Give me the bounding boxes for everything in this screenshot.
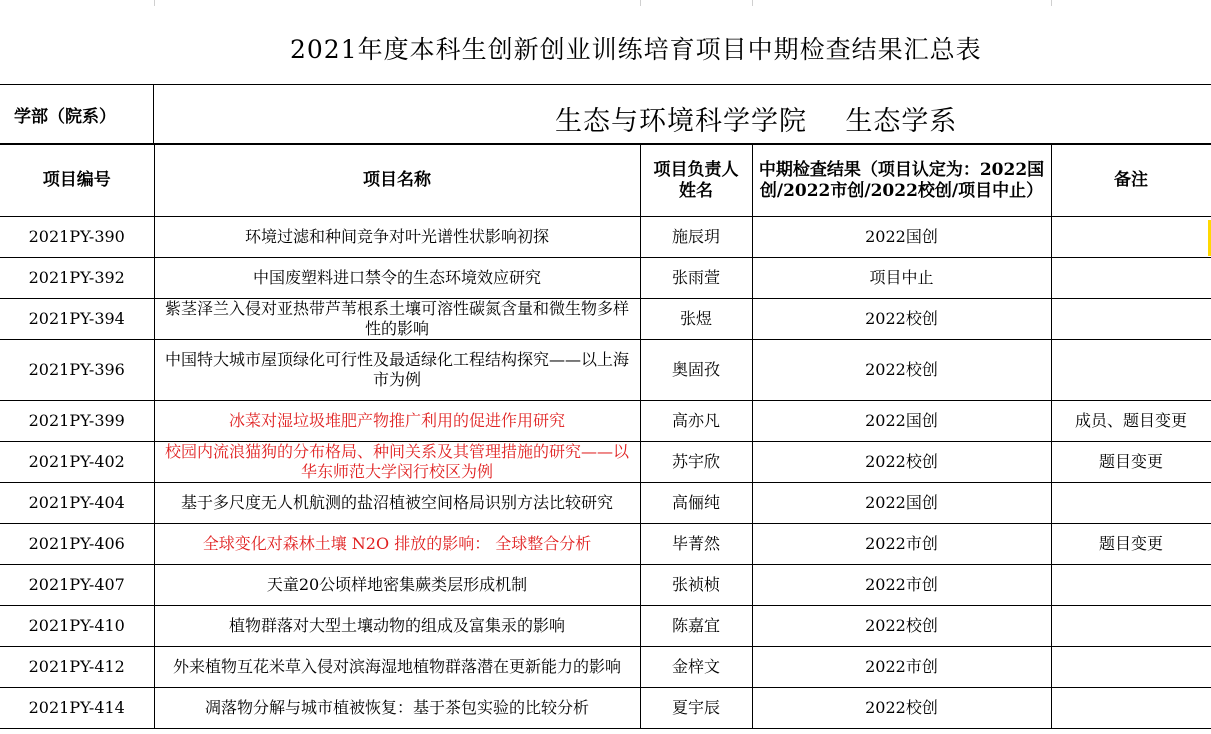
cell-leader[interactable]: 施辰玥 bbox=[640, 217, 752, 258]
cell-note[interactable] bbox=[1051, 647, 1211, 688]
cell-leader[interactable]: 张雨萱 bbox=[640, 258, 752, 299]
cell-project-name[interactable]: 植物群落对大型土壤动物的组成及富集汞的影响 bbox=[154, 606, 640, 647]
cell-note[interactable] bbox=[1051, 688, 1211, 729]
cell-project-id[interactable]: 2021PY-410 bbox=[0, 606, 154, 647]
cell-note[interactable]: 题目变更 bbox=[1051, 442, 1211, 483]
table-row bbox=[0, 340, 1211, 401]
cell-note[interactable] bbox=[1051, 258, 1211, 299]
cell-project-name[interactable]: 中国特大城市屋顶绿化可行性及最适绿化工程结构探究——以上海市为例 bbox=[154, 340, 640, 401]
header-leader: 项目负责人姓名 bbox=[640, 145, 752, 217]
table-row bbox=[0, 688, 1211, 729]
cell-result[interactable]: 2022国创 bbox=[752, 217, 1051, 258]
cell-result[interactable]: 2022校创 bbox=[752, 340, 1051, 401]
cell-project-name[interactable]: 校园内流浪猫狗的分布格局、种间关系及其管理措施的研究——以华东师范大学闵行校区为例 bbox=[154, 442, 640, 483]
cell-leader[interactable]: 陈嘉宜 bbox=[640, 606, 752, 647]
cell-project-id[interactable]: 2021PY-412 bbox=[0, 647, 154, 688]
cell-result[interactable]: 2022校创 bbox=[752, 299, 1051, 340]
cell-project-id[interactable]: 2021PY-402 bbox=[0, 442, 154, 483]
cell-project-id[interactable]: 2021PY-392 bbox=[0, 258, 154, 299]
cell-project-id[interactable]: 2021PY-396 bbox=[0, 340, 154, 401]
header-row bbox=[0, 145, 1211, 217]
cell-project-name[interactable]: 外来植物互花米草入侵对滨海湿地植物群落潜在更新能力的影响 bbox=[154, 647, 640, 688]
table-row bbox=[0, 606, 1211, 647]
table-row bbox=[0, 217, 1211, 258]
cell-result[interactable]: 项目中止 bbox=[752, 258, 1051, 299]
header-id: 项目编号 bbox=[0, 145, 154, 217]
cell-leader[interactable]: 夏宇辰 bbox=[640, 688, 752, 729]
cell-leader[interactable]: 张祯桢 bbox=[640, 565, 752, 606]
cell-project-id[interactable]: 2021PY-399 bbox=[0, 401, 154, 442]
cell-leader[interactable]: 金梓文 bbox=[640, 647, 752, 688]
table-row bbox=[0, 442, 1211, 483]
cell-result[interactable]: 2022市创 bbox=[752, 524, 1051, 565]
cell-leader[interactable]: 苏宇欣 bbox=[640, 442, 752, 483]
header-name: 项目名称 bbox=[154, 145, 640, 217]
department-value: 生态与环境科学学院 生态学系 bbox=[555, 106, 958, 137]
cell-result[interactable]: 2022市创 bbox=[752, 565, 1051, 606]
cell-note[interactable] bbox=[1051, 606, 1211, 647]
cell-project-name[interactable]: 冰菜对湿垃圾堆肥产物推广利用的促进作用研究 bbox=[154, 401, 640, 442]
department-label: 学部（院系） bbox=[0, 85, 154, 143]
cell-leader[interactable]: 高亦凡 bbox=[640, 401, 752, 442]
cell-note[interactable] bbox=[1051, 340, 1211, 401]
cell-project-name[interactable]: 基于多尺度无人机航测的盐沼植被空间格局识别方法比较研究 bbox=[154, 483, 640, 524]
header-result: 中期检查结果（项目认定为：2022国创/2022市创/2022校创/项目中止） bbox=[752, 145, 1051, 217]
cell-leader[interactable]: 毕菁然 bbox=[640, 524, 752, 565]
cell-result[interactable]: 2022校创 bbox=[752, 688, 1051, 729]
page-title: 2021年度本科生创新创业训练培育项目中期检查结果汇总表 bbox=[290, 35, 982, 64]
cell-result[interactable]: 2022校创 bbox=[752, 606, 1051, 647]
cell-leader[interactable]: 高俪纯 bbox=[640, 483, 752, 524]
cell-note[interactable]: 题目变更 bbox=[1051, 524, 1211, 565]
table-row bbox=[0, 401, 1211, 442]
cell-project-name[interactable]: 全球变化对森林土壤 N2O 排放的影响： 全球整合分析 bbox=[154, 524, 640, 565]
cell-result[interactable]: 2022校创 bbox=[752, 442, 1051, 483]
cell-project-id[interactable]: 2021PY-414 bbox=[0, 688, 154, 729]
cell-project-name[interactable]: 天童20公顷样地密集蕨类层形成机制 bbox=[154, 565, 640, 606]
cell-result[interactable]: 2022市创 bbox=[752, 647, 1051, 688]
table-row bbox=[0, 258, 1211, 299]
cell-note[interactable]: 成员、题目变更 bbox=[1051, 401, 1211, 442]
cell-project-name[interactable]: 环境过滤和种间竞争对叶光谱性状影响初探 bbox=[154, 217, 640, 258]
cell-project-id[interactable]: 2021PY-407 bbox=[0, 565, 154, 606]
results-table bbox=[0, 144, 1211, 729]
cell-leader[interactable]: 奥固孜 bbox=[640, 340, 752, 401]
department-row bbox=[0, 85, 1211, 144]
table-row bbox=[0, 524, 1211, 565]
table-row bbox=[0, 647, 1211, 688]
cell-project-id[interactable]: 2021PY-404 bbox=[0, 483, 154, 524]
table-row bbox=[0, 483, 1211, 524]
cell-note[interactable] bbox=[1051, 299, 1211, 340]
title-row bbox=[0, 0, 1211, 85]
cell-leader[interactable]: 张煜 bbox=[640, 299, 752, 340]
table-row bbox=[0, 299, 1211, 340]
cell-project-id[interactable]: 2021PY-390 bbox=[0, 217, 154, 258]
cell-result[interactable]: 2022国创 bbox=[752, 483, 1051, 524]
cell-project-id[interactable]: 2021PY-394 bbox=[0, 299, 154, 340]
table-row bbox=[0, 565, 1211, 606]
cell-project-name[interactable]: 中国废塑料进口禁令的生态环境效应研究 bbox=[154, 258, 640, 299]
cell-result[interactable]: 2022国创 bbox=[752, 401, 1051, 442]
cell-project-name[interactable]: 凋落物分解与城市植被恢复：基于茶包实验的比较分析 bbox=[154, 688, 640, 729]
cell-project-id[interactable]: 2021PY-406 bbox=[0, 524, 154, 565]
cell-note[interactable] bbox=[1051, 565, 1211, 606]
cell-note[interactable] bbox=[1051, 483, 1211, 524]
cell-note[interactable] bbox=[1051, 217, 1211, 258]
cell-project-name[interactable]: 紫茎泽兰入侵对亚热带芦苇根系土壤可溶性碳氮含量和微生物多样性的影响 bbox=[154, 299, 640, 340]
header-note: 备注 bbox=[1051, 145, 1211, 217]
